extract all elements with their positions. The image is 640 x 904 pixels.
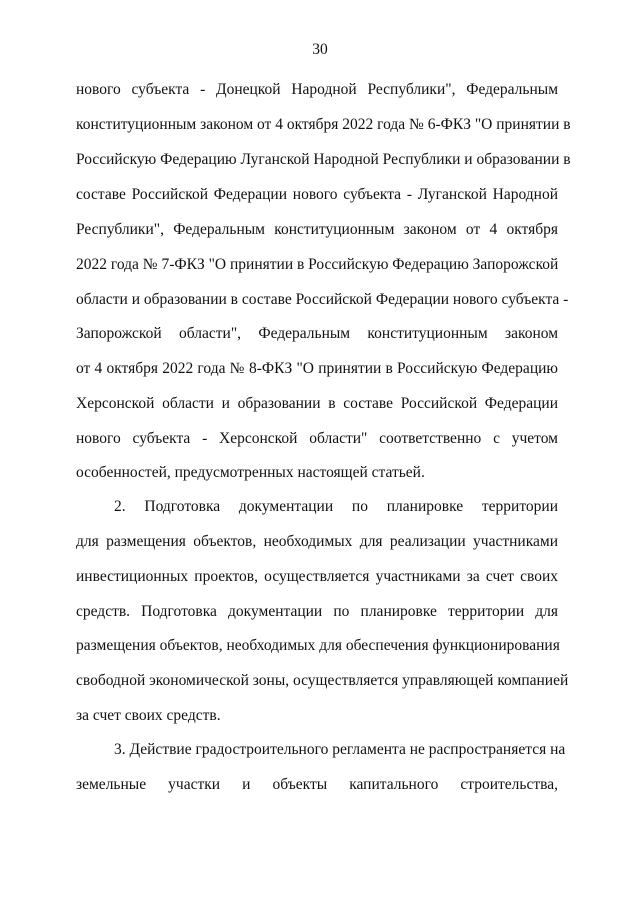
text-line: Херсонской области и образовании в составе Российской Федерации [76, 395, 558, 412]
text-line: области и образовании в составе Российской Федерации нового субъекта - [76, 291, 569, 308]
text-line: от 4 октября 2022 года № 8-ФКЗ "О принятии в Российскую Федерацию [76, 360, 558, 377]
text-line: нового субъекта - Херсонской области" соответственно с учетом [76, 430, 558, 447]
text-line: инвестиционных проектов, осуществляется участниками за счет своих [76, 568, 558, 585]
text-line: Российскую Федерацию Луганской Народной Республики и образовании в [76, 151, 571, 168]
text-line: составе Российской Федерации нового субъекта - Луганской Народной [76, 186, 558, 203]
text-line: для размещения объектов, необходимых для реализации участниками [76, 533, 558, 550]
text-line: земельные участки и объекты капитального строительства, [76, 776, 558, 793]
text-line: особенностей, предусмотренных настоящей статьей. [76, 464, 425, 481]
text-line: свободной экономической зоны, осуществляется управляющей компанией [76, 672, 569, 689]
text-line: средств. Подготовка документации по планировке территории для [76, 603, 558, 620]
text-line: размещения объектов, необходимых для обеспечения функционирования [76, 637, 560, 654]
text-line: за счет своих средств. [76, 707, 221, 724]
text-line: нового субъекта - Донецкой Народной Республики", Федеральным [76, 81, 558, 98]
text-line: Республики", Федеральным конституционным законом от 4 октября [76, 221, 558, 238]
text-line: Запорожской области", Федеральным конституционным законом [76, 325, 558, 342]
paragraph-start-line: 2. Подготовка документации по планировке территории [114, 498, 558, 515]
text-line: конституционным законом от 4 октября 2022 года № 6-ФКЗ "О принятии в [76, 116, 571, 133]
paragraph-start-line: 3. Действие градостроительного регламента не распространяется на [114, 741, 566, 758]
text-line: 2022 года № 7-ФКЗ "О принятии в Российскую Федерацию Запорожской [76, 256, 559, 273]
page-number: 30 [312, 41, 328, 58]
